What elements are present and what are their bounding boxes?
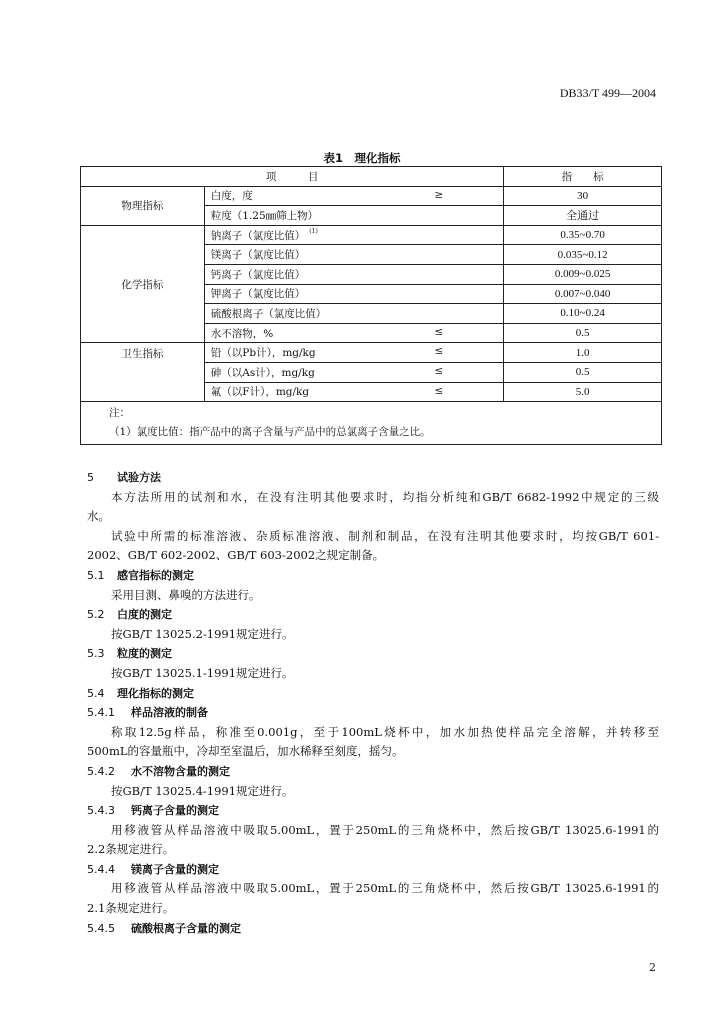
comparator: ≤ bbox=[434, 345, 444, 358]
item-cell: 白度，度 ≥ bbox=[204, 186, 503, 206]
item-cell: 水不溶物，% ≤ bbox=[204, 323, 503, 343]
table-row bbox=[81, 343, 662, 363]
paragraph: 2.1条规定进行。 bbox=[87, 901, 175, 916]
paragraph: 用移液管从样品溶液中吸取5.00mL，置于250mL的三角烧杯中，然后按GB/T 13025.6-1991的 bbox=[111, 822, 659, 837]
paragraph: 采用目测、鼻嗅的方法进行。 bbox=[111, 587, 261, 602]
value-cell: 1.0 bbox=[504, 343, 662, 363]
footnote-ref: (1) bbox=[309, 227, 318, 235]
document-body bbox=[87, 468, 659, 938]
item-cell: 钙离子（氯度比值） bbox=[204, 264, 503, 284]
item-cell: 氟（以F计），mg/kg ≤ bbox=[204, 382, 503, 402]
paragraph: 500mL的容量瓶中，冷却至室温后，加水稀释至刻度，摇匀。 bbox=[87, 744, 404, 759]
paragraph: 2002、GB/T 602-2002、GB/T 603-2002之规定制备。 bbox=[87, 548, 385, 563]
section-heading: 5.1 感官指标的测定 bbox=[87, 568, 194, 582]
document-code: DB33/T 499—2004 bbox=[559, 86, 656, 100]
item-cell: 钾离子（氯度比值） bbox=[204, 284, 503, 304]
item-cell: 铅（以Pb计），mg/kg ≤ bbox=[204, 343, 503, 363]
comparator: ≥ bbox=[434, 188, 444, 201]
item-cell: 镁离子（氯度比值） bbox=[204, 245, 503, 265]
value-cell: 5.0 bbox=[504, 382, 662, 402]
section-heading: 5.4.3 钙离子含量的测定 bbox=[87, 804, 219, 818]
spec-table bbox=[80, 166, 662, 445]
section-heading: 5.4.2 水不溶物含量的测定 bbox=[87, 764, 230, 778]
paragraph: 按GB/T 13025.2-1991规定进行。 bbox=[111, 626, 294, 641]
paragraph: 2.2条规定进行。 bbox=[87, 842, 175, 857]
table-row bbox=[81, 186, 662, 206]
paragraph: 用移液管从样品溶液中吸取5.00mL，置于250mL的三角烧杯中，然后按GB/T 13025.6-1991的 bbox=[111, 881, 659, 896]
paragraph: 试验中所需的标准溶液、杂质标准溶液、制剂和制品，在没有注明其他要求时，均按GB/T 601- bbox=[111, 528, 659, 543]
page-number: 2 bbox=[649, 961, 656, 974]
section-heading: 5.4 理化指标的测定 bbox=[87, 686, 194, 700]
value-cell: 全通过 bbox=[504, 206, 662, 226]
section-heading: 5.4.5 硫酸根离子含量的测定 bbox=[87, 921, 241, 935]
value-cell: 0.5 bbox=[504, 323, 662, 343]
category-hygiene: 卫生指标 bbox=[81, 343, 205, 402]
note-text: （1）氯度比值：指产品中的离子含量与产品中的总氯离子含量之比。 bbox=[109, 426, 431, 439]
value-cell: 0.035~0.12 bbox=[504, 245, 662, 265]
item-cell: 钠离子（氯度比值） $^{(1)}$ bbox=[204, 225, 503, 245]
column-header-value: 指 标 bbox=[504, 167, 662, 187]
item-cell: 硫酸根离子（氯度比值） bbox=[204, 304, 503, 324]
section-heading: 5.3 粒度的测定 bbox=[87, 647, 172, 661]
value-cell: 0.10~0.24 bbox=[504, 304, 662, 324]
comparator: ≤ bbox=[434, 325, 444, 338]
value-cell: 30 bbox=[504, 186, 662, 206]
note-label: 注： bbox=[109, 407, 130, 420]
section-heading: 5.4.4 镁离子含量的测定 bbox=[87, 862, 219, 876]
value-cell: 0.009~0.025 bbox=[504, 264, 662, 284]
section-heading: 5 试验方法 bbox=[87, 471, 161, 484]
paragraph: 称取12.5g样品，称准至0.001g，至于100mL烧杯中，加水加热使样品完全溶解，并转移至 bbox=[111, 724, 659, 739]
value-cell: 0.007~0.040 bbox=[504, 284, 662, 304]
table-note-row bbox=[81, 402, 662, 445]
value-cell: 0.35~0.70 bbox=[504, 225, 662, 245]
comparator: ≤ bbox=[434, 364, 444, 377]
paragraph: 本方法所用的试剂和水，在没有注明其他要求时，均指分析纯和GB/T 6682-1992中规定的三级 bbox=[111, 489, 659, 504]
section-heading: 5.2 白度的测定 bbox=[87, 608, 172, 622]
value-cell: 0.5 bbox=[504, 362, 662, 382]
table-header-row bbox=[81, 167, 662, 187]
section-heading: 5.4.1 样品溶液的制备 bbox=[87, 706, 208, 720]
paragraph: 按GB/T 13025.1-1991规定进行。 bbox=[111, 665, 294, 680]
table-row bbox=[81, 225, 662, 245]
table-title: 表1 理化指标 bbox=[323, 151, 401, 165]
paragraph: 水。 bbox=[87, 509, 110, 524]
item-cell: 砷（以As计），mg/kg ≤ bbox=[204, 362, 503, 382]
category-chemical: 化学指标 bbox=[81, 225, 205, 343]
category-physical: 物理指标 bbox=[81, 186, 205, 225]
paragraph: 按GB/T 13025.4-1991规定进行。 bbox=[111, 783, 294, 798]
table-note bbox=[81, 402, 662, 445]
comparator: ≤ bbox=[434, 384, 444, 397]
column-header-item: 项 目 bbox=[81, 167, 504, 187]
item-cell: 粒度（1.25㎜筛上物） bbox=[204, 206, 503, 226]
